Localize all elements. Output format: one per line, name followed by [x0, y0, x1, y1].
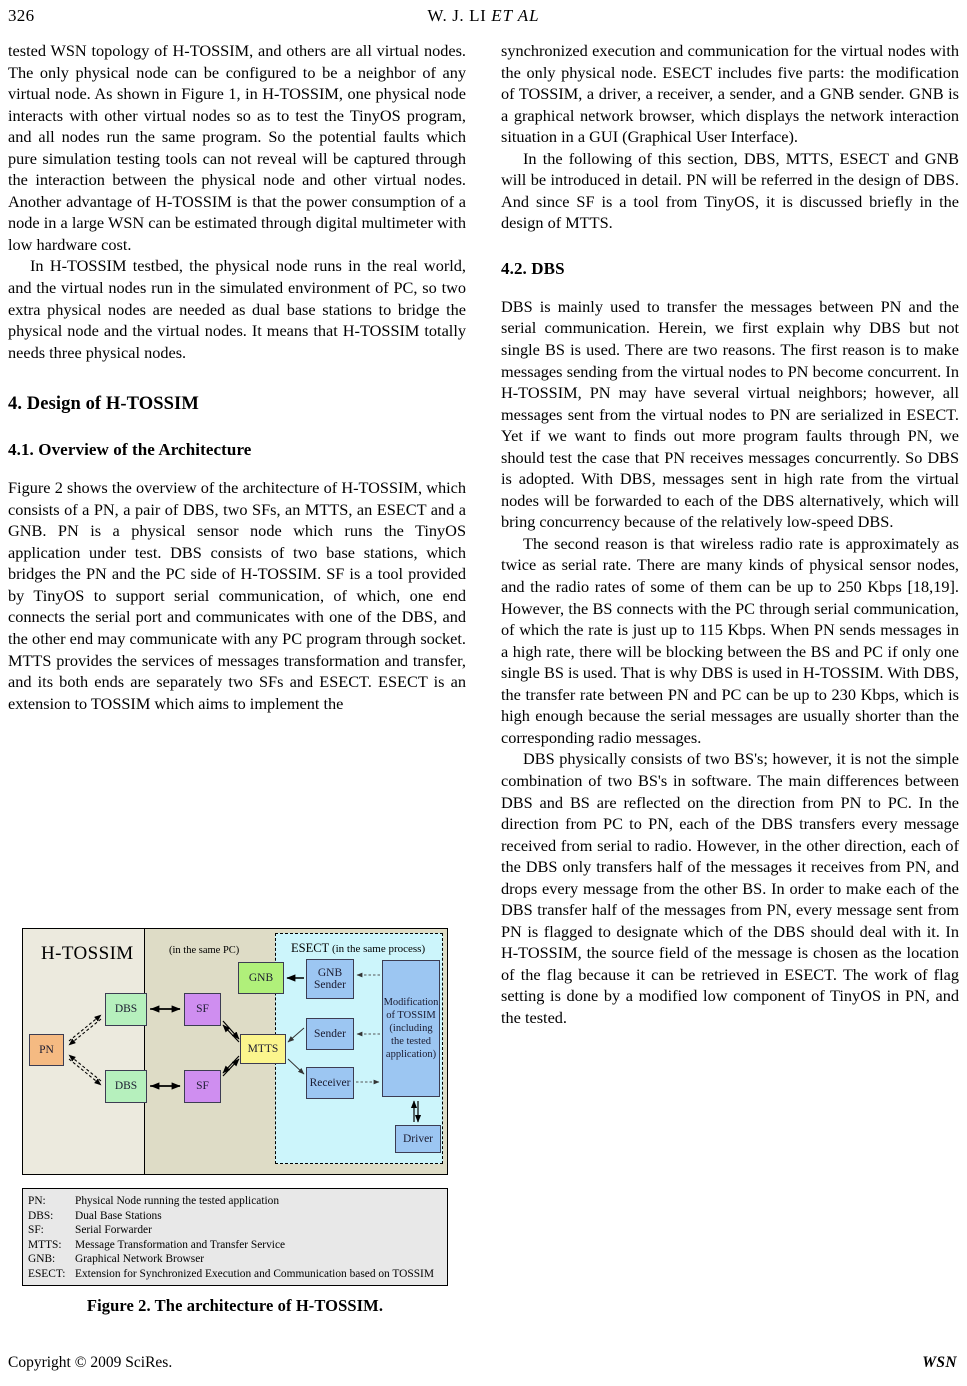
spacer [501, 234, 959, 258]
diagram-title: H-TOSSIM [41, 943, 134, 964]
paragraph: In the following of this section, DBS, MTTS, ESECT and GNB will be introduced in detail. PN will be referred in the design of DBS. And since SF is a tool from TinyOS, it is discussed briefly in the design of MTTS. [501, 148, 959, 233]
paragraph: DBS physically consists of two BS's; however, it is not the simple combination of two BS's in software. The main differences between DBS and BS are reflected on the direction from PN to PC. In the direction from PC to PN, each of the DBS transfers every message received from serial to radio. However, in the other direction, each of the DBS only transfers half of the messages it receives from PN, and drops every message from the other BS. In order to make each of the DBS transfer half of the messages from PN, every message sent from PN is flagged to designate which of the DBS should deal with it. In H-TOSSIM, the source field of the message is chosen as the location of the flag because it can be retrieved in ESECT. The work of flag setting is done by a modified low component of TinyOS in PN, and the tested. [501, 749, 959, 1027]
paragraph: tested WSN topology of H-TOSSIM, and others are all virtual nodes. The only physical node can be configured to be a neighbor of any virtual node. As shown in Figure 1, in H-TOSSIM, one physical node interacts with other virtual nodes so as to test the TinyOS program, and all nodes run the same program. So the potential faults which pure simulation testing tools can not reveal will be captured through the interaction between the physical node and other virtual nodes. Another advantage of H-TOSSIM is that the power consumption of a node in a large WSN can be estimated through digital multimeter with low hardware cost. [8, 41, 466, 254]
right-text-column [501, 40, 959, 1029]
legend-row [28, 1238, 443, 1253]
legend-value: Serial Forwarder [75, 1224, 152, 1237]
running-head-authors [0, 6, 967, 26]
spacer [8, 363, 466, 393]
diagram-node-modification: Modification of TOSSIM (including the tested application) [382, 960, 440, 1097]
paragraph: synchronized execution and communication for the virtual nodes with the only physical node. ESECT includes five parts: the modification of TOSSIM, a driver, a receiver, a sender, and a GNB sender. GNB is a graphical network browser, which displays the network interaction situation in a GUI (Graphical User Interface). [501, 41, 959, 147]
esect-label-note: (in the same process) [331, 943, 426, 955]
page-footer [0, 1354, 967, 1376]
legend-value: Graphical Network Browser [75, 1253, 205, 1266]
legend-row [28, 1223, 443, 1238]
figure-2 [22, 928, 448, 1175]
legend-key: PN: [28, 1195, 46, 1207]
legend-row [28, 1252, 443, 1267]
pc-panel-label: (in the same PC) [169, 945, 240, 956]
diagram-node-gnb-sender: GNB Sender [306, 959, 354, 999]
paragraph: In H-TOSSIM testbed, the physical node runs in the real world, and the virtual nodes run in the simulated environment of PC, so two extra physical nodes are needed as dual base stations to bridge the physical node and the virtual nodes. It means that H-TOSSIM totally needs three physical nodes. [8, 256, 466, 362]
legend-key: DBS: [28, 1209, 54, 1222]
legend-key: MTTS: [28, 1238, 62, 1251]
legend-value: Message Transformation and Transfer Service [75, 1238, 286, 1251]
running-head [0, 6, 967, 28]
subsection-heading: 4.1. Overview of the Architecture [8, 440, 252, 460]
page-number: 326 [8, 6, 35, 25]
diagram-node-sender: Sender [306, 1018, 354, 1050]
diagram-node-sf-2: SF [184, 1070, 221, 1103]
spacer [501, 279, 959, 296]
diagram-node-gnb: GNB [238, 962, 284, 994]
running-head-etal: ET AL [491, 6, 540, 25]
legend-key: SF: [28, 1224, 44, 1237]
legend-value: Dual Base Stations [75, 1209, 162, 1222]
spacer [8, 460, 466, 477]
legend-value: Physical Node running the tested application [75, 1195, 280, 1207]
diagram-node-receiver: Receiver [306, 1067, 354, 1099]
paragraph: DBS is mainly used to transfer the messages between PN and the serial communication. Herein, we first explain why DBS but not single BS is used. There are two reasons. The first reason is to make messages sending from the virtual nodes to PN become concurrent. In H-TOSSIM, PN may have several virtual neighbors; however, all messages sent from the virtual nodes to PN are serialized in ESECT. Yet if we want to finds out more program faults through PN, we should test the case that PN receives messages concurrently. So DBS is adopted. With DBS, messages sent in high rate from the virtual nodes will be forwarded to each of the DBS alternatively, which will bring concurrency because of the relatively low-speed DBS. [501, 296, 959, 532]
paragraph: Figure 2 shows the overview of the architecture of H-TOSSIM, which consists of a PN, a pair of DBS, two SFs, an MTTS, an ESECT and a GNB. PN is a physical sensor node which runs the TinyOS application under test. DBS consists of two base stations, which bridges the PN and the PC side of H-TOSSIM. SF is a tool provided by TinyOS to support serial communication, of which, one end connects the serial port and communicates with one of the DBS, and the other end may communicate with any PC program through socket. MTTS provides the services of messages transformation and transfer, and its both ends are separately two SFs and ESECT. ESECT is an extension to TOSSIM which aims to implement the [8, 478, 466, 713]
figure-legend [22, 1188, 448, 1286]
legend-row [28, 1209, 443, 1224]
figure-caption: Figure 2. The architecture of H-TOSSIM. [86, 1296, 384, 1315]
diagram-node-dbs-1: DBS [105, 993, 147, 1026]
section-heading: 4. Design of H-TOSSIM [8, 394, 199, 415]
diagram-node-dbs-2: DBS [105, 1070, 147, 1103]
diagram-node-sf-1: SF [184, 993, 221, 1026]
subsection-heading: 4.2. DBS [501, 258, 565, 278]
spacer [8, 415, 466, 439]
running-head-author-name: W. J. LI [427, 6, 487, 25]
diagram-node-pn: PN [29, 1034, 64, 1066]
legend-row [28, 1194, 443, 1209]
esect-label-name: ESECT [291, 941, 330, 955]
esect-region-label [291, 941, 425, 956]
journal-abbreviation: WSN [922, 1354, 957, 1371]
legend-key: ESECT: [28, 1267, 66, 1280]
diagram-node-mtts: MTTS [240, 1034, 286, 1064]
legend-row [28, 1267, 443, 1282]
architecture-diagram [22, 928, 448, 1175]
copyright-notice: Copyright © 2009 SciRes. [8, 1354, 173, 1371]
legend-value: Extension for Synchronized Execution and Communication based on TOSSIM [75, 1267, 434, 1280]
paragraph: The second reason is that wireless radio rate is approximately as twice as serial rate. There are many kinds of physical sensor nodes, and the radio rates of some of them can be up to 250 Kbps [18,19]. However, the BS connects with the PC through serial communication, of which the rate is just up to 115 Kbps. When PN sends messages in a high rate, there will be blocking between the BS and PC if only one single BS is used. That is why DBS is used in H-TOSSIM. With DBS, the transfer rate between PN and PC can be up to 230 Kbps, which is high enough because the serial messages are usually shorter than the corresponding radio messages. [501, 533, 959, 747]
diagram-node-driver: Driver [395, 1125, 441, 1153]
legend-key: GNB: [28, 1253, 56, 1266]
left-text-column [8, 40, 466, 714]
